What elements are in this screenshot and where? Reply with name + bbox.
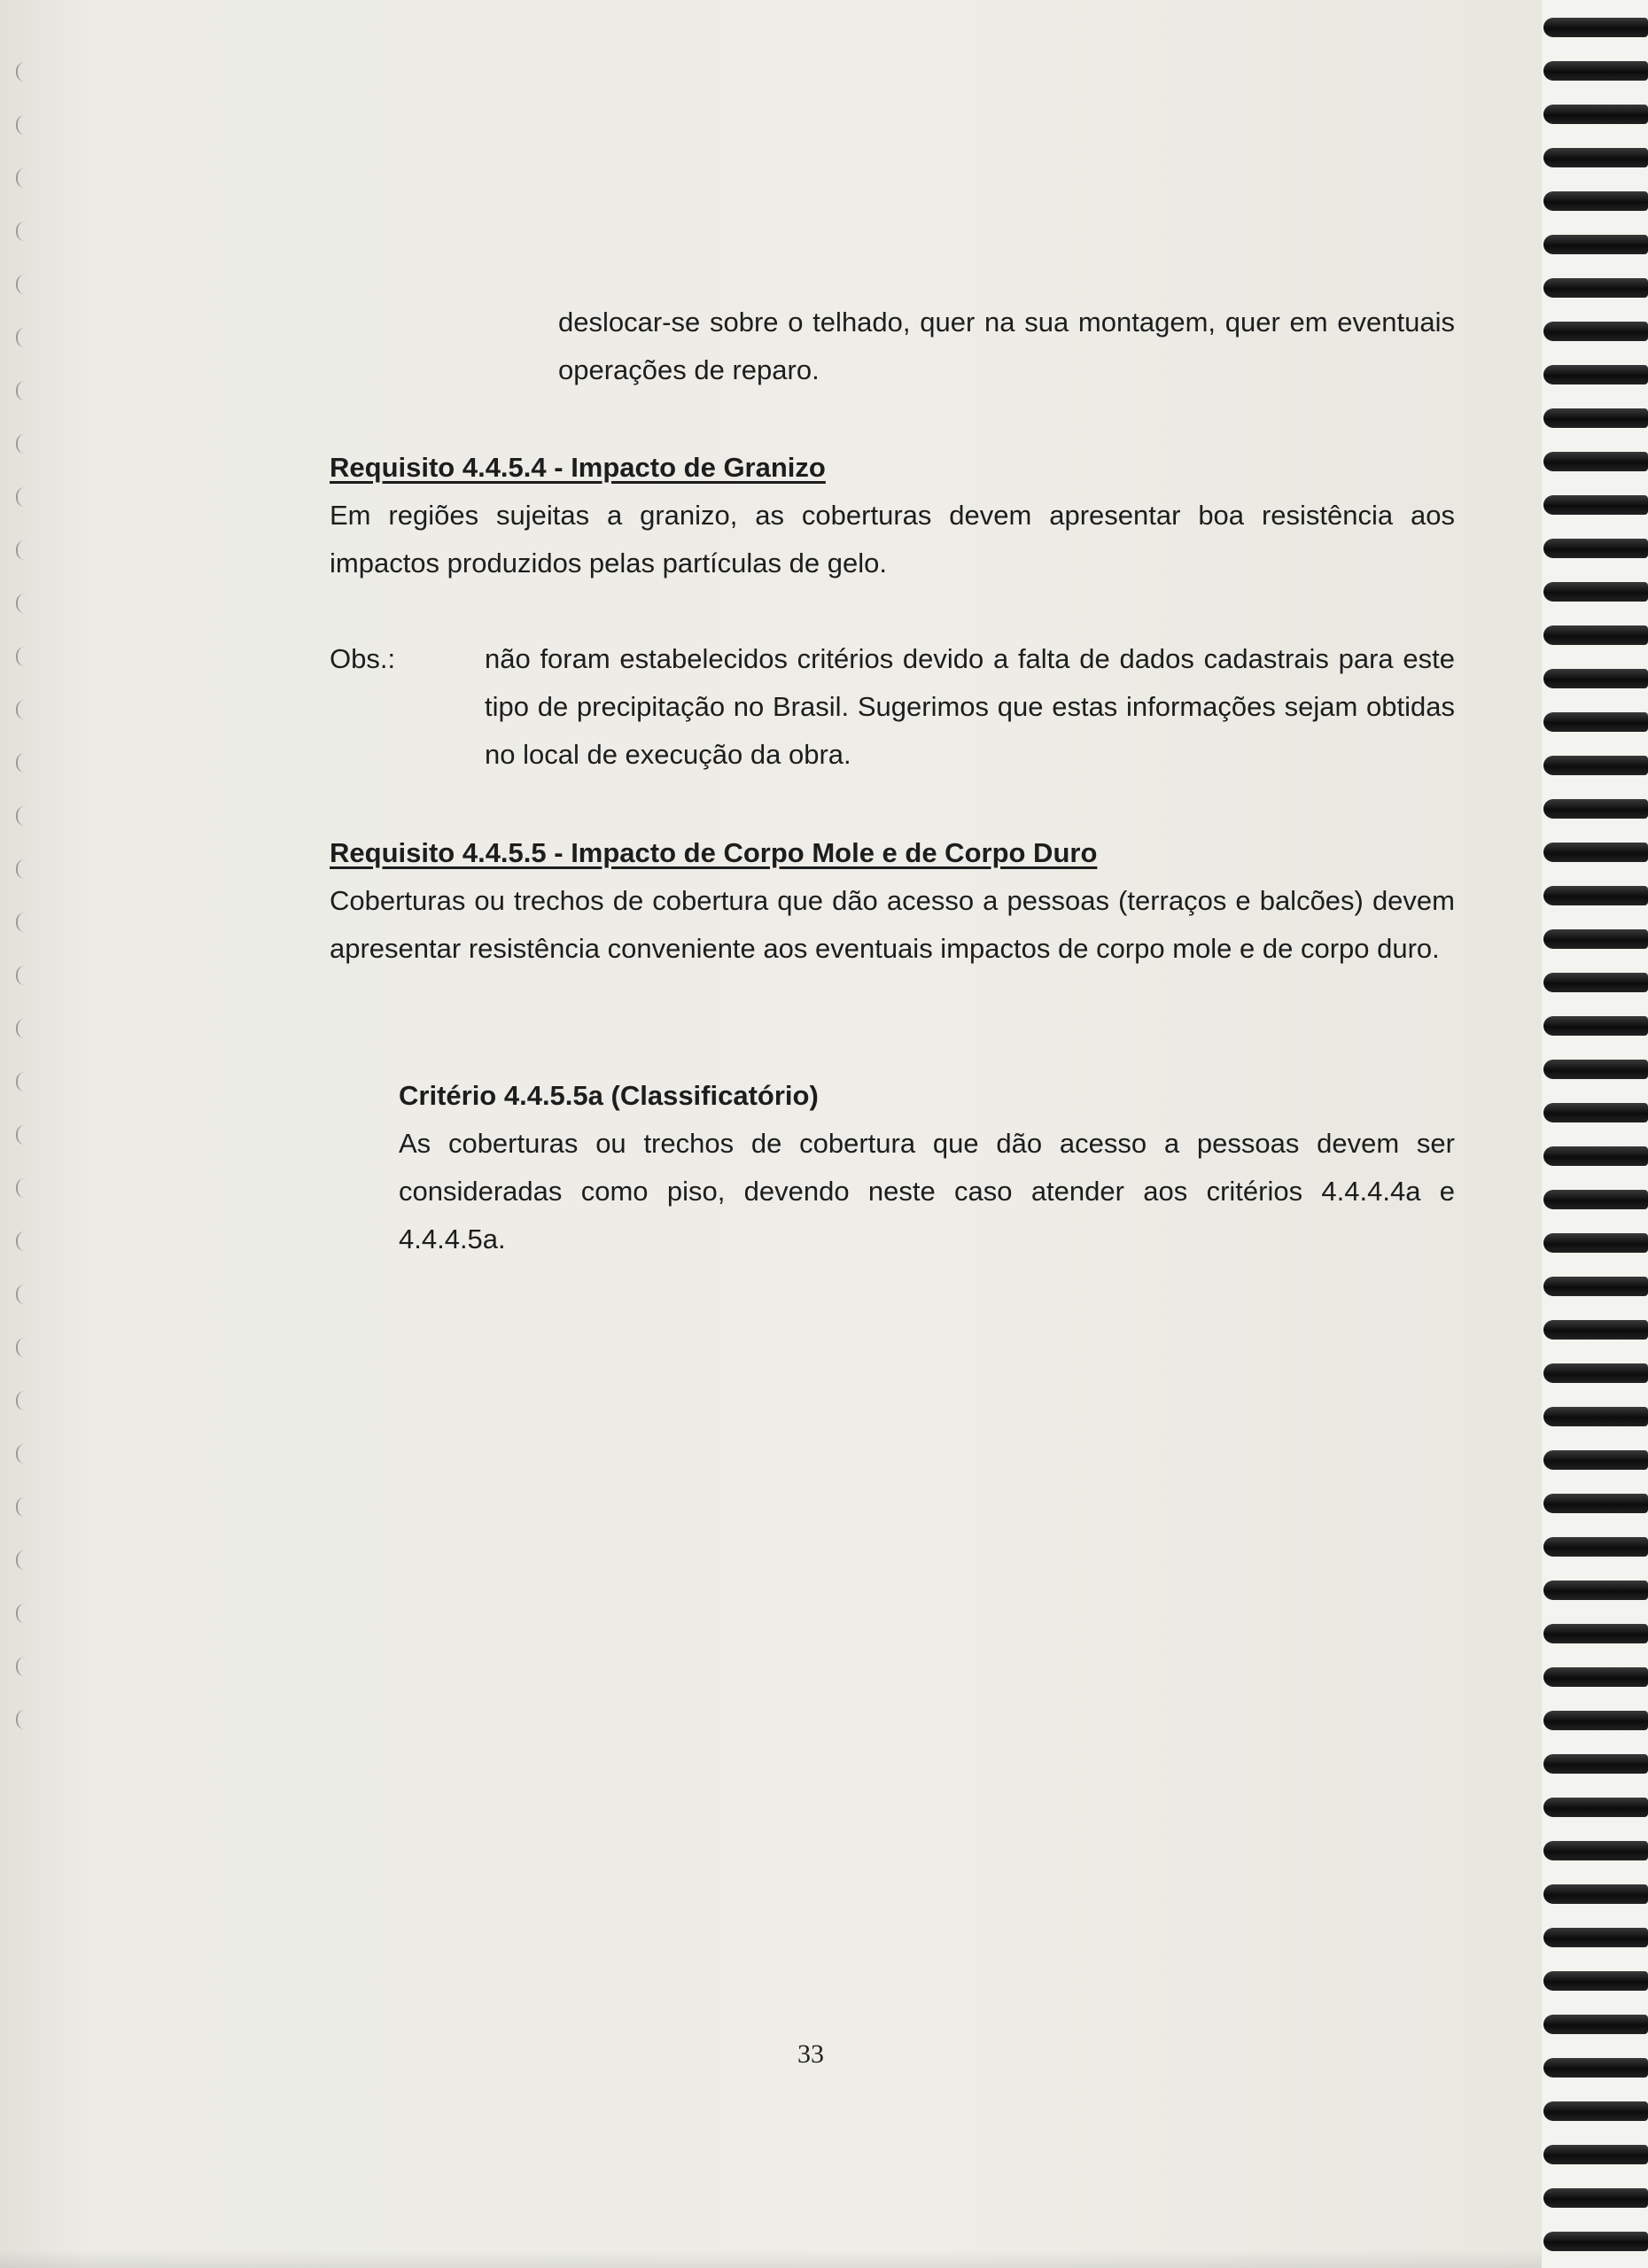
binding-coil [1543, 235, 1648, 254]
binding-coil [1543, 1537, 1648, 1557]
binding-coil [1543, 408, 1648, 428]
binding-coil [1543, 712, 1648, 732]
page-number: 33 [797, 2039, 824, 2069]
criterio-title: Critério 4.4.5.5a (Classificatório) [399, 1080, 819, 1111]
binding-coil [1543, 1016, 1648, 1036]
binding-coil [1543, 2015, 1648, 2034]
criterio-body: As coberturas ou trechos de cobertura que dão acesso a pessoas devem ser consideradas como piso, devendo neste caso atender aos critérios 4.4.4.4a e 4.4.4.5a. [399, 1128, 1455, 1254]
binding-coil [1543, 148, 1648, 167]
section-body-granizo: Em regiões sujeitas a granizo, as coberturas devem apresentar boa resistência aos impactos produzidos pelas partículas de gelo. [330, 500, 1455, 579]
binding-coil [1543, 278, 1648, 298]
binding-coil [1543, 1581, 1648, 1600]
binding-coil [1543, 1754, 1648, 1774]
hole-punch-marks [16, 62, 34, 1745]
binding-coil [1543, 799, 1648, 819]
binding-coil [1543, 2232, 1648, 2251]
binding-coil [1543, 539, 1648, 558]
binding-coil [1543, 1407, 1648, 1426]
binding-coil [1543, 105, 1648, 124]
binding-coil [1543, 2058, 1648, 2078]
binding-coil [1543, 1624, 1648, 1643]
binding-coil [1543, 322, 1648, 341]
binding-coil [1543, 1060, 1648, 1079]
binding-coil [1543, 2145, 1648, 2164]
obs-label: Obs.: [330, 643, 396, 674]
binding-coil [1543, 1494, 1648, 1513]
binding-coil [1543, 495, 1648, 515]
binding-coil [1543, 1233, 1648, 1253]
spiral-binding [1542, 0, 1648, 2268]
binding-coil [1543, 452, 1648, 471]
binding-coil [1543, 582, 1648, 602]
binding-coil [1543, 669, 1648, 688]
binding-coil [1543, 843, 1648, 862]
binding-coil [1543, 756, 1648, 775]
binding-coil [1543, 365, 1648, 384]
continuation-paragraph: deslocar-se sobre o telhado, quer na sua montagem, quer em eventuais operações de reparo. [558, 307, 1455, 385]
binding-coil [1543, 1363, 1648, 1383]
binding-coil [1543, 1320, 1648, 1340]
binding-coil [1543, 191, 1648, 211]
obs-text: não foram estabelecidos critérios devido a falta de dados cadastrais para este tipo de precipitação no Brasil. Sugerimos que estas informações sejam obtidas no local de execução da obra. [485, 643, 1455, 770]
binding-coil [1543, 1971, 1648, 1991]
binding-coil [1543, 1798, 1648, 1817]
binding-coil [1543, 1711, 1648, 1730]
binding-coil [1543, 1450, 1648, 1470]
binding-coil [1543, 61, 1648, 81]
binding-coil [1543, 2188, 1648, 2208]
section-heading-impacto: Requisito 4.4.5.5 - Impacto de Corpo Mole e de Corpo Duro [330, 837, 1098, 868]
section-body-impacto: Coberturas ou trechos de cobertura que dão acesso a pessoas (terraços e balcões) devem apresentar resistência conveniente aos eventuais impactos de corpo mole e de corpo duro. [330, 885, 1455, 964]
section-heading-granizo: Requisito 4.4.5.4 - Impacto de Granizo [330, 452, 826, 483]
binding-coil [1543, 1190, 1648, 1209]
binding-coil [1543, 1667, 1648, 1687]
binding-coil [1543, 625, 1648, 645]
binding-coil [1543, 18, 1648, 37]
binding-coil [1543, 1103, 1648, 1122]
binding-coil [1543, 1146, 1648, 1166]
binding-coil [1543, 929, 1648, 949]
binding-coil [1543, 2101, 1648, 2121]
binding-coil [1543, 1928, 1648, 1947]
binding-coil [1543, 973, 1648, 992]
binding-coil [1543, 1884, 1648, 1904]
binding-coil [1543, 1277, 1648, 1296]
binding-coil [1543, 1841, 1648, 1860]
binding-coil [1543, 886, 1648, 905]
